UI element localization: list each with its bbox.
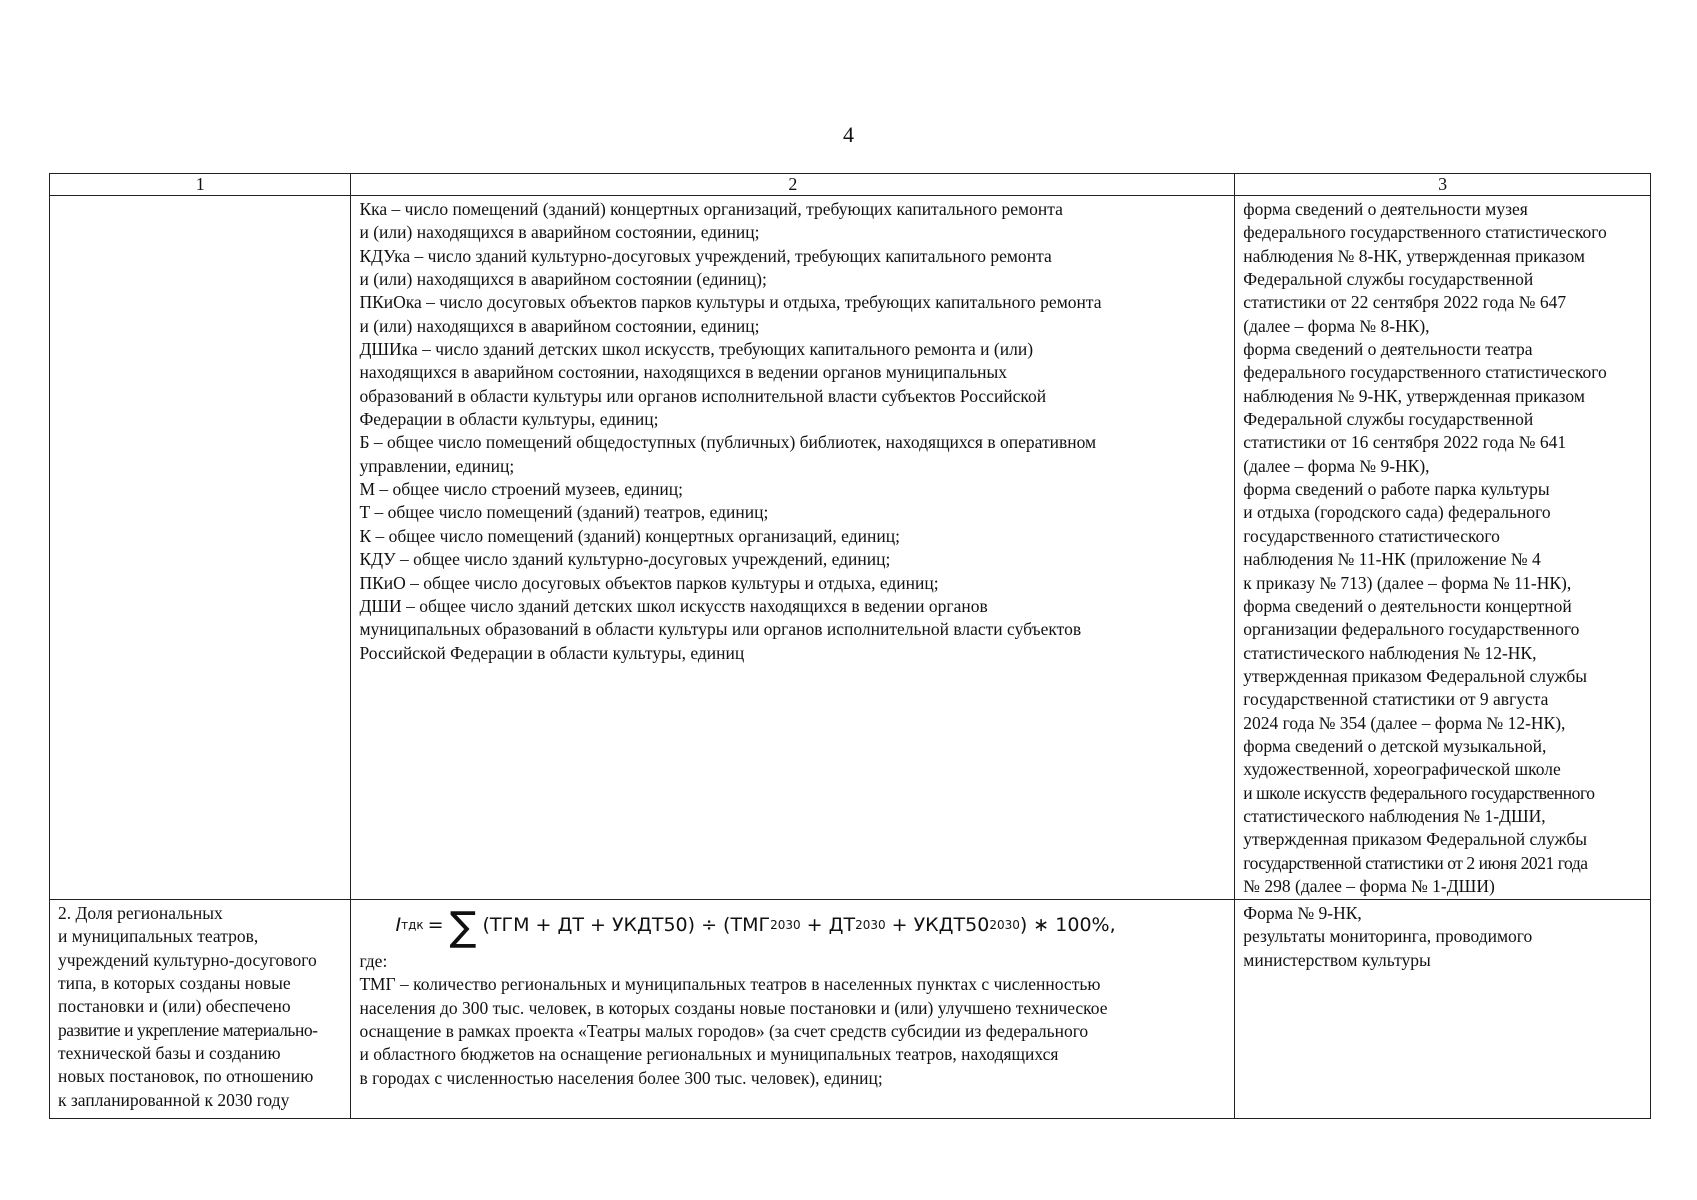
text-line: в городах с численностью населения более 300 тыс. человек), единиц; (359, 1067, 883, 1088)
text-line: Федеральной службы государственной (1243, 409, 1534, 430)
row2-source-cell (1235, 900, 1651, 1119)
text-line: образований в области культуры или органов исполнительной власти субъектов Российской (359, 385, 1047, 406)
text-line: форма сведений о деятельности музея (1243, 199, 1528, 219)
text-line: статистики от 16 сентября 2022 года № 641 (1243, 432, 1567, 453)
text-line: находящихся в аварийном состоянии, находящихся в ведении органов муниципальных (359, 362, 1008, 383)
text-line: Российской Федерации в области культуры, единиц (359, 642, 745, 663)
text-line: форма сведений о деятельности концертной (1243, 595, 1572, 616)
header-col-3: 3 (1235, 174, 1651, 196)
text-line: министерством культуры (1243, 949, 1431, 970)
table-header-row (50, 174, 1651, 196)
page-number: 4 (843, 122, 854, 147)
text-line: государственного статистического (1243, 525, 1500, 546)
text-line: ПКиОка – число досуговых объектов парков культуры и отдыха, требующих капитального ремонта (359, 292, 1102, 313)
formula-body-part: + УКДТ50 (885, 914, 990, 937)
row1-source-cell (1235, 196, 1651, 900)
text-line: федерального государственного статистического (1243, 362, 1607, 383)
text-line: Форма № 9-НК, (1243, 903, 1362, 923)
text-line: статистического наблюдения № 12-НК, (1243, 642, 1537, 663)
formula-lhs-symbol: I (395, 914, 402, 937)
text-line: наблюдения № 9-НК, утвержденная приказом (1243, 385, 1585, 406)
text-line: КДУ – общее число зданий культурно-досуговых учреждений, единиц; (359, 549, 891, 570)
text-line: утвержденная приказом Федеральной службы (1243, 665, 1588, 686)
text-line: ПКиО – общее число досуговых объектов парков культуры и отдыха, единиц; (359, 572, 939, 593)
formula-body-part: ) ∗ 100%, (1019, 914, 1116, 937)
text-line: к приказу № 713) (далее – форма № 11-НК), (1243, 572, 1572, 593)
text-line: статистики от 22 сентября 2022 года № 647 (1243, 292, 1567, 313)
text-line: государственной статистики от 2 июня 2021 года (1243, 852, 1588, 873)
text-line: 2024 года № 354 (далее – форма № 12-НК), (1243, 712, 1566, 733)
text-line: Кка – число помещений (зданий) концертных организаций, требующих капитального ремонта (359, 199, 1063, 219)
row2-method-cell (351, 900, 1235, 1119)
row1-indicator-cell (50, 196, 351, 900)
text-line: форма сведений о деятельности театра (1243, 339, 1533, 360)
formula (359, 902, 1226, 950)
text-line: к запланированной к 2030 году (58, 1089, 290, 1110)
text-line: муниципальных образований в области культуры или органов исполнительной власти субъектов (359, 619, 1082, 640)
header-col-2: 2 (351, 174, 1235, 196)
table-row (50, 196, 1651, 900)
text-line: Федеральной службы государственной (1243, 269, 1534, 290)
text-line: форма сведений о детской музыкальной, (1243, 735, 1547, 756)
text-line: К – общее число помещений (зданий) концертных организаций, единиц; (359, 525, 900, 546)
text-line: государственной статистики от 9 августа (1243, 689, 1549, 710)
text-line: постановки и (или) обеспечено (58, 996, 291, 1017)
indicator-table (49, 173, 1651, 1119)
row2-indicator-cell (50, 900, 351, 1119)
formula-body-part: + ДТ (800, 914, 856, 937)
formula-equals: = (427, 914, 444, 937)
formula-lhs-subscript: тдк (401, 918, 424, 933)
text-line: (далее – форма № 8-НК), (1243, 315, 1430, 336)
text-line: где: (359, 951, 388, 971)
text-line: ТМГ – количество региональных и муниципальных театров в населенных пунктах с численностью (359, 974, 1101, 995)
formula-subscript: 2030 (770, 918, 801, 933)
table-row (50, 900, 1651, 1119)
text-line: и областного бюджетов на оснащение региональных и муниципальных театров, находящихся (359, 1044, 1059, 1065)
text-line: и (или) находящихся в аварийном состоянии, единиц; (359, 315, 760, 336)
text-line: Т – общее число помещений (зданий) театров, единиц; (359, 502, 769, 523)
text-line: статистического наблюдения № 1-ДШИ, (1243, 805, 1546, 826)
text-line: и (или) находящихся в аварийном состоянии, единиц; (359, 222, 760, 243)
header-col-1: 1 (50, 174, 351, 196)
text-line: технической базы и созданию (58, 1043, 281, 1064)
text-line: КДУка – число зданий культурно-досуговых учреждений, требующих капитального ремонта (359, 245, 1052, 266)
formula-subscript: 2030 (989, 918, 1020, 933)
formula-subscript: 2030 (855, 918, 886, 933)
text-line: и (или) находящихся в аварийном состоянии (единиц); (359, 269, 767, 290)
text-line: ДШИ – общее число зданий детских школ искусств находящихся в ведении органов (359, 595, 988, 616)
text-line: 2. Доля региональных (58, 903, 223, 923)
text-line: и муниципальных театров, (58, 926, 259, 947)
row1-method-cell (351, 196, 1235, 900)
text-line: оснащение в рамках проекта «Театры малых городов» (за счет средств субсидии из федерального (359, 1021, 1089, 1042)
text-line: художественной, хореографической школе (1243, 759, 1561, 780)
sum-sign: ∑ (449, 904, 477, 950)
text-line: развитие и укрепление материально- (58, 1019, 318, 1040)
text-line: и школе искусств федерального государственного (1243, 782, 1595, 803)
text-line: населения до 300 тыс. человек, в которых созданы новые постановки и (или) улучшено техническое (359, 997, 1108, 1018)
text-line: ДШИка – число зданий детских школ искусств, требующих капитального ремонта и (или) (359, 339, 1034, 360)
text-line: М – общее число строений музеев, единиц; (359, 479, 683, 500)
text-line: новых постановок, по отношению (58, 1066, 314, 1087)
text-line: форма сведений о работе парка культуры (1243, 479, 1550, 500)
text-line: федерального государственного статистического (1243, 222, 1607, 243)
text-line: результаты мониторинга, проводимого (1243, 926, 1533, 947)
text-line: наблюдения № 8-НК, утвержденная приказом (1243, 245, 1585, 266)
text-line: управлении, единиц; (359, 455, 515, 476)
text-line: (далее – форма № 9-НК), (1243, 455, 1430, 476)
text-line: и отдыха (городского сада) федерального (1243, 502, 1551, 523)
text-line: Б – общее число помещений общедоступных (публичных) библиотек, находящихся в оперативном (359, 432, 1097, 453)
text-line: типа, в которых созданы новые (58, 973, 291, 994)
text-line: учреждений культурно-досугового (58, 949, 317, 970)
text-line: № 298 (далее – форма № 1-ДШИ) (1243, 875, 1495, 896)
text-line: организации федерального государственного (1243, 619, 1580, 640)
text-line: утвержденная приказом Федеральной службы (1243, 829, 1588, 850)
formula-body-part: (ТГМ + ДТ + УКДТ50) ÷ (ТМГ (482, 914, 771, 937)
text-line: наблюдения № 11-НК (приложение № 4 (1243, 549, 1541, 570)
text-line: Федерации в области культуры, единиц; (359, 409, 659, 430)
